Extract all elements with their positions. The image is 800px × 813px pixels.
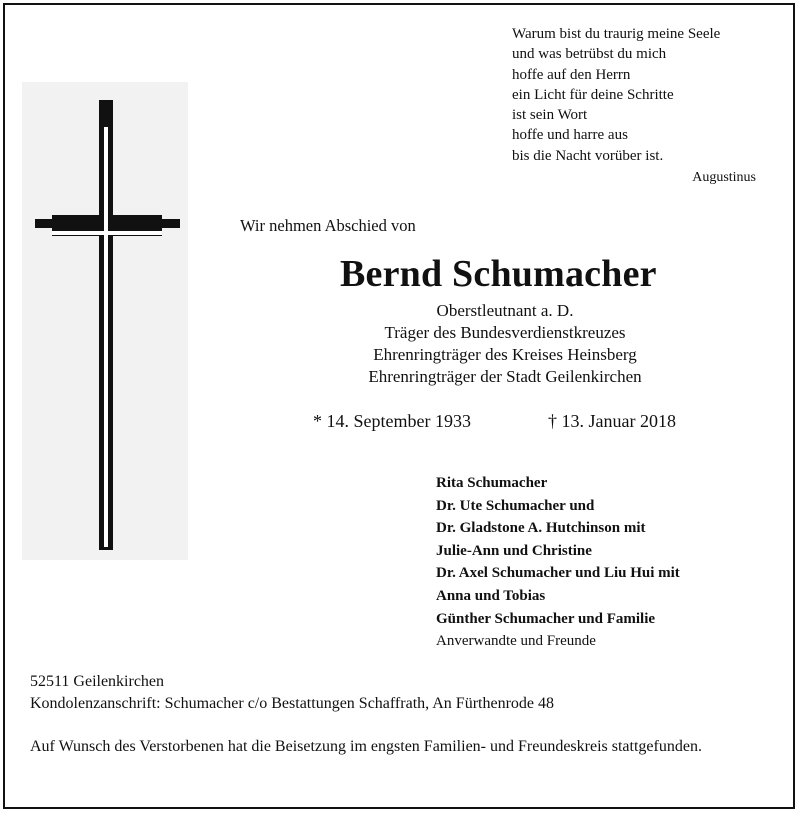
- poem: [512, 24, 720, 166]
- family-note: Anverwandte und Freunde: [436, 633, 596, 650]
- title-line: Träger des Bundesverdienstkreuzes: [384, 323, 626, 342]
- family-member: Anna und Tobias: [436, 587, 546, 604]
- family-member: Dr. Ute Schumacher und: [436, 497, 595, 514]
- poem-line: hoffe und harre aus: [512, 127, 628, 144]
- family-member: Günther Schumacher und Familie: [436, 610, 656, 627]
- poem-line: hoffe auf den Herrn: [512, 66, 631, 83]
- cross-icon: [22, 82, 188, 560]
- deceased-name: Bernd Schumacher: [340, 253, 657, 295]
- poem-line: ein Licht für deine Schritte: [512, 86, 674, 103]
- death-date: † 13. Januar 2018: [548, 411, 676, 431]
- deceased-titles: [300, 300, 710, 388]
- family-member: Rita Schumacher: [436, 475, 548, 491]
- poem-author: Augustinus: [692, 170, 756, 185]
- family-member: Dr. Gladstone A. Hutchinson mit: [436, 520, 646, 537]
- title-line: Oberstleutnant a. D.: [436, 301, 574, 320]
- burial-notice: Auf Wunsch des Verstorbenen hat die Beisetzung im engsten Familien- und Freundeskreis stattgefunden.: [30, 738, 702, 755]
- title-line: Ehrenringträger des Kreises Heinsberg: [373, 345, 637, 364]
- family-member: Dr. Axel Schumacher und Liu Hui mit: [436, 565, 680, 582]
- condolence-address: Kondolenzanschrift: Schumacher c/o Bestattungen Schaffrath, An Fürthenrode 48: [30, 695, 555, 712]
- poem-line: und was betrübst du mich: [512, 46, 667, 63]
- poem-line: bis die Nacht vorüber ist.: [512, 147, 664, 164]
- place-text: 52511 Geilenkirchen: [30, 673, 165, 690]
- birth-date: * 14. September 1933: [313, 411, 471, 431]
- title-line: Ehrenringträger der Stadt Geilenkirchen: [368, 367, 642, 386]
- poem-line: Warum bist du traurig meine Seele: [512, 26, 721, 42]
- poem-line: ist sein Wort: [512, 107, 588, 124]
- family-list: [436, 472, 680, 653]
- intro-text: Wir nehmen Abschied von: [240, 216, 416, 235]
- cross-panel: [22, 82, 188, 560]
- family-member: Julie-Ann und Christine: [436, 542, 592, 559]
